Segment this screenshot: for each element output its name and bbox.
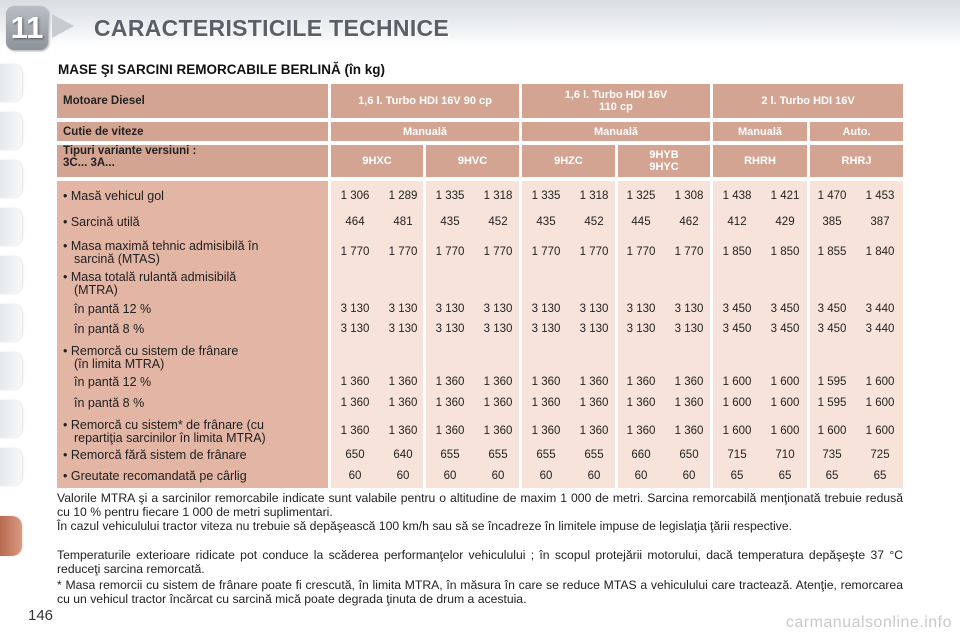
table-cell: 3 440: [865, 303, 895, 315]
table-cell: 3 130: [626, 323, 656, 335]
table-cell: 435: [440, 216, 460, 228]
table-cell: 650: [345, 449, 365, 461]
table-cell: 429: [775, 216, 795, 228]
table-cell: 1 360: [626, 397, 656, 409]
table-cell: 1 360: [579, 425, 609, 437]
table-cell: 1 360: [531, 425, 561, 437]
table-cell: 1 770: [626, 246, 656, 258]
table-cell: 1 600: [865, 425, 895, 437]
table-cell: 1 600: [817, 425, 847, 437]
table-cell: 1 770: [388, 246, 418, 258]
row-label-line1: • Masa maximă tehnic admisibilă în: [63, 239, 259, 253]
row-label: [63, 240, 258, 266]
table-cell: 1 360: [674, 425, 704, 437]
table-cell: 3 130: [388, 303, 418, 315]
table-cell: 1 600: [865, 397, 895, 409]
table-cell: 655: [536, 449, 556, 461]
table-cell: 1 770: [340, 246, 370, 258]
table-cell: 650: [679, 449, 699, 461]
table-cell: 1 840: [865, 246, 895, 258]
table-cell: 387: [870, 216, 890, 228]
table-cell: 3 450: [722, 323, 752, 335]
table-cell: 1 318: [483, 190, 513, 202]
table-cell: 1 360: [435, 376, 465, 388]
table-cell: 3 450: [817, 323, 847, 335]
table-cell: 65: [873, 470, 887, 482]
row-label-line1: • Masă vehicul gol: [63, 189, 164, 203]
table-cell: 1 360: [340, 425, 370, 437]
row-label-line2: (în limita MTRA): [74, 357, 165, 371]
table-cell: 1 360: [531, 376, 561, 388]
table-cell: 1 770: [435, 246, 465, 258]
side-tab-5[interactable]: [0, 256, 22, 294]
table-cell: 655: [488, 449, 508, 461]
row-label: [74, 303, 151, 316]
table-cell: 3 450: [722, 303, 752, 315]
table-cell: 60: [539, 470, 553, 482]
note-temperature: Temperaturile exterioare ridicate pot conduce la scăderea performanţelor vehiculului ; în scopul protejării motorului, dacă temperatura depăşeşte 37 °C reduceţi sarcina remorcată.: [57, 548, 903, 576]
row-label-line2: sarcină (MTAS): [74, 252, 160, 266]
table-cell: 445: [631, 216, 651, 228]
engine-label: Motoare Diesel: [57, 84, 328, 118]
row-label-line1: • Remorcă cu sistem de frânare: [63, 344, 239, 358]
table-cell: 1 453: [865, 190, 895, 202]
table-cell: 1 360: [674, 397, 704, 409]
engine-2: [522, 84, 710, 118]
type-4-line1: 9HYB: [649, 149, 679, 161]
table-cell: 3 130: [435, 323, 465, 335]
table-cell: 3 130: [579, 303, 609, 315]
gearbox-label: Cutie de viteze: [57, 122, 328, 141]
table-cell: 65: [730, 470, 744, 482]
table-cell: 660: [631, 449, 651, 461]
table-cell: 60: [634, 470, 648, 482]
table-cell: 1 438: [722, 190, 752, 202]
table-cell: 65: [825, 470, 839, 482]
type-4-line2: 9HYC: [649, 161, 679, 173]
row-label-line1: în pantă 12 %: [74, 302, 152, 316]
note-altitude: Valorile MTRA şi a sarcinilor remorcabile indicate sunt valabile pentru o altitudine de maxim 1 000 de metri. Sarcina remorcabilă menţionată trebuie redusă cu 10 % pentru fiecare 1 000 de metri suplimentari.: [57, 491, 903, 519]
table-cell: 1 360: [483, 376, 513, 388]
table-cell: 1 360: [388, 397, 418, 409]
table-cell: 1 308: [674, 190, 704, 202]
side-tab-9[interactable]: [0, 448, 22, 486]
table-cell: 1 600: [722, 376, 752, 388]
note-footnote: * Masa remorcii cu sistem de frânare poate fi crescută, în limita MTRA, în măsura în care se reduce MTAS a vehiculului care tractează. Atenţie, remorcarea cu un vehicul tractor încărcat cu sarcină mică poate degrada ţinuta de drum a acestuia.: [57, 578, 903, 606]
engine-1: 1,6 l. Turbo HDI 16V 90 cp: [331, 84, 519, 118]
row-label: [74, 397, 144, 410]
table-cell: 1 770: [579, 246, 609, 258]
chapter-badge: 11: [6, 6, 48, 50]
table-cell: 60: [396, 470, 410, 482]
side-tab-active[interactable]: [0, 516, 22, 556]
row-label: [63, 449, 247, 462]
table-cell: 60: [443, 470, 457, 482]
table-cell: 3 130: [340, 323, 370, 335]
table-cell: 452: [584, 216, 604, 228]
table-cell: 1 850: [770, 246, 800, 258]
table-cell: 715: [727, 449, 747, 461]
table-cell: 60: [491, 470, 505, 482]
table-cell: 1 770: [483, 246, 513, 258]
table-cell: 725: [870, 449, 890, 461]
table-cell: 710: [775, 449, 795, 461]
table-cell: 3 130: [531, 323, 561, 335]
table-cell: 1 360: [388, 425, 418, 437]
row-label-line2: repartiţia sarcinilor în limita MTRA): [74, 431, 266, 445]
table-cell: 1 360: [388, 376, 418, 388]
row-label-line1: • Remorcă cu sistem* de frânare (cu: [63, 418, 264, 432]
type-4: [618, 145, 710, 177]
table-cell: 1 335: [531, 190, 561, 202]
table-cell: 3 130: [579, 323, 609, 335]
table-cell: 1 360: [483, 397, 513, 409]
table-cell: 1 595: [817, 376, 847, 388]
row-label-line1: • Sarcină utilă: [63, 215, 140, 229]
row-label: [63, 216, 140, 229]
table-cell: 462: [679, 216, 699, 228]
table-cell: 640: [393, 449, 413, 461]
row-label-line1: în pantă 8 %: [74, 322, 145, 336]
section-title: MASE ŞI SARCINI REMORCABILE BERLINĂ (în kg): [58, 62, 386, 77]
table-cell: 1 318: [579, 190, 609, 202]
type-5: RHRH: [713, 145, 807, 177]
row-label: [63, 345, 238, 371]
table-cell: 1 360: [531, 397, 561, 409]
row-label-line2: (MTRA): [74, 283, 118, 297]
table-cell: 1 855: [817, 246, 847, 258]
side-tab-3[interactable]: [0, 160, 22, 198]
engine-3: 2 l. Turbo HDI 16V: [713, 84, 903, 118]
table-cell: 1 360: [435, 397, 465, 409]
types-label-line1: Tipuri variante versiuni :: [63, 145, 197, 157]
table-cell: 65: [778, 470, 792, 482]
side-tab-6[interactable]: [0, 304, 22, 342]
row-label-line1: • Greutate recomandată pe cârlig: [63, 469, 247, 483]
table-cell: 3 130: [340, 303, 370, 315]
side-tab-1[interactable]: [0, 64, 22, 102]
table-cell: 1 850: [722, 246, 752, 258]
row-label: [63, 419, 266, 445]
side-tab-8[interactable]: [0, 400, 22, 438]
table-cell: 1 335: [435, 190, 465, 202]
engine-2-line1: 1,6 l. Turbo HDI 16V: [564, 89, 668, 101]
table-cell: 60: [682, 470, 696, 482]
table-cell: 735: [822, 449, 842, 461]
table-cell: 3 450: [770, 323, 800, 335]
row-label-line1: • Masa totală rulantă admisibilă: [63, 270, 237, 284]
table-cell: 1 360: [340, 376, 370, 388]
table-cell: 655: [584, 449, 604, 461]
table-cell: 1 600: [770, 397, 800, 409]
table-cell: 3 450: [770, 303, 800, 315]
table-cell: 1 306: [340, 190, 370, 202]
table-cell: 1 600: [770, 376, 800, 388]
table-cell: 1 470: [817, 190, 847, 202]
table-cell: 3 130: [435, 303, 465, 315]
types-label-line2: 3C... 3A...: [63, 157, 115, 169]
table-cell: 1 360: [435, 425, 465, 437]
table-cell: 1 360: [674, 376, 704, 388]
table-cell: 385: [822, 216, 842, 228]
table-cell: 60: [587, 470, 601, 482]
table-cell: 1 421: [770, 190, 800, 202]
page-number: 146: [28, 607, 54, 624]
row-label: [74, 376, 151, 389]
type-3: 9HZC: [522, 145, 615, 177]
table-cell: 1 770: [674, 246, 704, 258]
engine-2-line2: 110 cp: [599, 101, 633, 113]
gearbox-4: Auto.: [810, 122, 903, 141]
gearbox-1: Manuală: [331, 122, 519, 141]
table-cell: 3 130: [626, 303, 656, 315]
table-cell: 435: [536, 216, 556, 228]
type-6: RHRJ: [810, 145, 903, 177]
table-cell: 3 440: [865, 323, 895, 335]
side-tab-7[interactable]: [0, 352, 22, 390]
type-1: 9HXC: [331, 145, 423, 177]
row-label: [63, 470, 247, 483]
table-cell: 1 360: [626, 376, 656, 388]
watermark: carmanualsonline.info: [785, 614, 952, 631]
types-label: [57, 145, 328, 177]
row-label: [63, 190, 164, 203]
table-cell: 412: [727, 216, 747, 228]
table-cell: 1 325: [626, 190, 656, 202]
row-label: [74, 323, 144, 336]
table-cell: 1 360: [579, 397, 609, 409]
gearbox-2: Manuală: [522, 122, 710, 141]
page-title: CARACTERISTICILE TECHNICE: [94, 15, 450, 41]
table-cell: 3 130: [388, 323, 418, 335]
row-label-line1: în pantă 12 %: [74, 375, 152, 389]
table-cell: 3 130: [531, 303, 561, 315]
table-cell: 1 289: [388, 190, 418, 202]
row-label: [63, 271, 236, 297]
side-tab-2[interactable]: [0, 112, 22, 150]
table-cell: 3 130: [674, 303, 704, 315]
table-cell: 1 360: [483, 425, 513, 437]
table-cell: 1 600: [770, 425, 800, 437]
table-cell: 3 130: [483, 323, 513, 335]
row-label-line1: în pantă 8 %: [74, 396, 145, 410]
table-cell: 481: [393, 216, 413, 228]
table-cell: 1 600: [722, 397, 752, 409]
side-tab-4[interactable]: [0, 208, 22, 246]
note-speed: În cazul vehiculului tractor viteza nu trebuie să depăşească 100 km/h sau să se încadreze în limitele impuse de legislaţia ţării respective.: [57, 519, 793, 533]
table-cell: 60: [348, 470, 362, 482]
table-cell: 1 600: [865, 376, 895, 388]
table-cell: 1 600: [722, 425, 752, 437]
type-2: 9HVC: [426, 145, 519, 177]
table-cell: 3 450: [817, 303, 847, 315]
table-cell: 464: [345, 216, 365, 228]
table-cell: 452: [488, 216, 508, 228]
table-cell: 1 770: [531, 246, 561, 258]
table-cell: 1 595: [817, 397, 847, 409]
table-cell: 1 360: [340, 397, 370, 409]
chapter-arrow-icon: [52, 14, 74, 38]
gearbox-3: Manuală: [713, 122, 807, 141]
table-cell: 3 130: [483, 303, 513, 315]
table-cell: 1 360: [579, 376, 609, 388]
table-cell: 1 360: [626, 425, 656, 437]
row-label-line1: • Remorcă fără sistem de frânare: [63, 448, 247, 462]
table-cell: 655: [440, 449, 460, 461]
table-cell: 3 130: [674, 323, 704, 335]
